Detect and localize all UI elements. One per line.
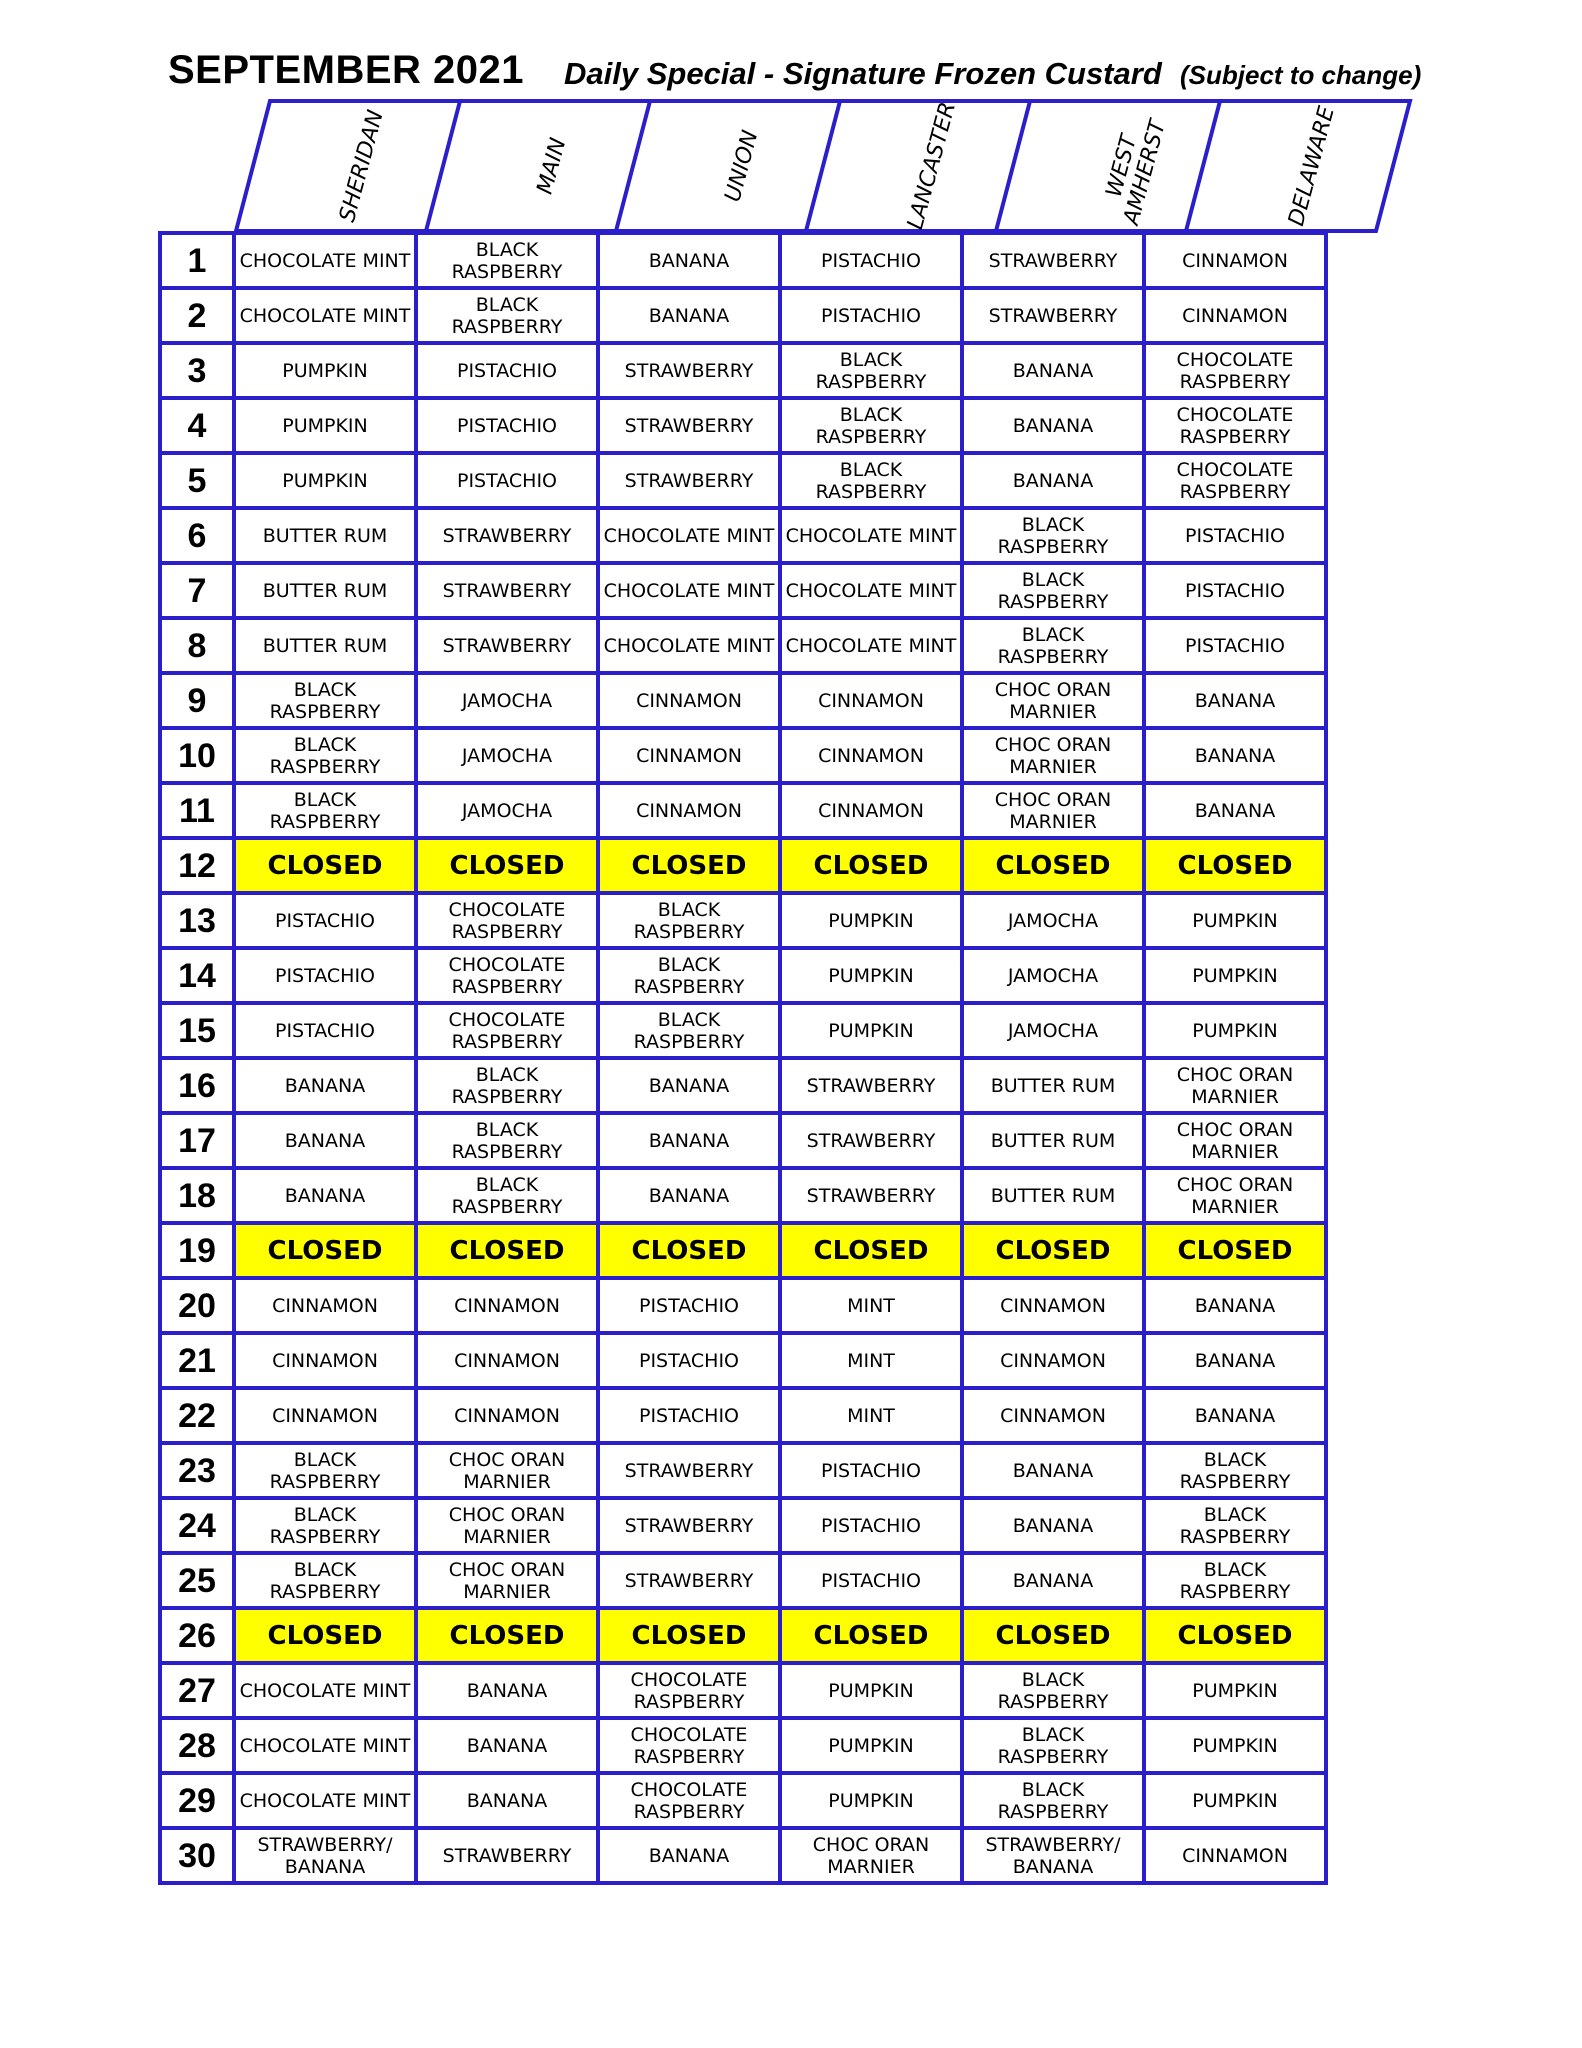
flavor-cell: MINT [780, 1278, 962, 1333]
flavor-cell: PISTACHIO [234, 1003, 416, 1058]
flavor-cell: BLACK RASPBERRY [234, 1498, 416, 1553]
table-row [160, 1113, 1326, 1168]
flavor-cell: BLACK RASPBERRY [598, 893, 780, 948]
flavor-cell: STRAWBERRY [416, 508, 598, 563]
flavor-cell: STRAWBERRY/ BANANA [962, 1828, 1144, 1883]
flavor-cell: CHOCOLATE MINT [598, 508, 780, 563]
flavor-cell: BUTTER RUM [234, 618, 416, 673]
table-row [160, 288, 1326, 343]
flavor-cell: BLACK RASPBERRY [962, 1773, 1144, 1828]
flavor-cell: BANANA [1144, 1388, 1326, 1443]
flavor-cell: CHOCOLATE MINT [780, 563, 962, 618]
table-row [160, 673, 1326, 728]
closed-cell: CLOSED [962, 838, 1144, 893]
flavor-cell: BANANA [598, 288, 780, 343]
flavor-cell: BANANA [416, 1663, 598, 1718]
flavor-cell: JAMOCHA [962, 1003, 1144, 1058]
day-number: 14 [160, 948, 234, 1003]
flavor-cell: CHOCOLATE RASPBERRY [1144, 398, 1326, 453]
flavor-cell: CHOCOLATE MINT [234, 1718, 416, 1773]
flavor-cell: CINNAMON [1144, 288, 1326, 343]
closed-cell: CLOSED [598, 1608, 780, 1663]
day-number: 3 [160, 343, 234, 398]
flavor-cell: BANANA [962, 453, 1144, 508]
table-row [160, 1663, 1326, 1718]
table-row [160, 1498, 1326, 1553]
table-row [160, 1223, 1326, 1278]
flavor-cell: CINNAMON [416, 1333, 598, 1388]
day-number: 26 [160, 1608, 234, 1663]
flavor-cell: PUMPKIN [234, 398, 416, 453]
closed-cell: CLOSED [1144, 1223, 1326, 1278]
flavor-cell: BUTTER RUM [962, 1113, 1144, 1168]
flavor-cell: CHOCOLATE RASPBERRY [1144, 343, 1326, 398]
flavor-cell: BLACK RASPBERRY [416, 233, 598, 288]
flavor-cell: BLACK RASPBERRY [962, 1663, 1144, 1718]
flavor-cell: BUTTER RUM [962, 1168, 1144, 1223]
flavor-cell: CHOC ORAN MARNIER [962, 673, 1144, 728]
day-number: 22 [160, 1388, 234, 1443]
flavor-cell: PISTACHIO [416, 453, 598, 508]
flavor-cell: CINNAMON [962, 1333, 1144, 1388]
flavor-cell: CHOCOLATE MINT [598, 618, 780, 673]
flavor-cell: CHOCOLATE RASPBERRY [598, 1718, 780, 1773]
flavor-cell: BLACK RASPBERRY [416, 1058, 598, 1113]
table-row [160, 1003, 1326, 1058]
day-number: 20 [160, 1278, 234, 1333]
flavor-cell: PUMPKIN [1144, 1773, 1326, 1828]
flavor-cell: PISTACHIO [780, 1498, 962, 1553]
flavor-cell: CINNAMON [598, 783, 780, 838]
table-row [160, 1608, 1326, 1663]
flavor-cell: CINNAMON [598, 728, 780, 783]
flavor-cell: STRAWBERRY [416, 563, 598, 618]
day-number: 21 [160, 1333, 234, 1388]
flavor-cell: PUMPKIN [234, 453, 416, 508]
flavor-cell: BLACK RASPBERRY [234, 728, 416, 783]
table-row [160, 783, 1326, 838]
day-number: 7 [160, 563, 234, 618]
flavor-cell: PUMPKIN [780, 948, 962, 1003]
day-number: 17 [160, 1113, 234, 1168]
flavor-cell: PUMPKIN [780, 1773, 962, 1828]
flavor-cell: PISTACHIO [234, 893, 416, 948]
flavor-cell: BANANA [598, 1168, 780, 1223]
flavor-cell: CHOC ORAN MARNIER [416, 1443, 598, 1498]
flavor-cell: BANANA [1144, 673, 1326, 728]
flavor-cell: PISTACHIO [780, 1553, 962, 1608]
flavor-cell: BLACK RASPBERRY [416, 288, 598, 343]
table-row [160, 233, 1326, 288]
day-number: 4 [160, 398, 234, 453]
flavor-cell: CHOCOLATE MINT [234, 1663, 416, 1718]
flavor-cell: STRAWBERRY [780, 1113, 962, 1168]
flavor-cell: STRAWBERRY [598, 343, 780, 398]
flavor-cell: PISTACHIO [416, 398, 598, 453]
flavor-cell: CHOCOLATE MINT [234, 233, 416, 288]
flavor-cell: BANANA [1144, 783, 1326, 838]
flavor-cell: PISTACHIO [1144, 508, 1326, 563]
flavor-cell: BLACK RASPBERRY [962, 618, 1144, 673]
table-row [160, 343, 1326, 398]
table-row [160, 563, 1326, 618]
flavor-cell: CINNAMON [416, 1388, 598, 1443]
flavor-cell: CHOCOLATE MINT [234, 288, 416, 343]
flavor-cell: PISTACHIO [598, 1333, 780, 1388]
schedule-table [158, 231, 1328, 1885]
flavor-cell: CINNAMON [234, 1278, 416, 1333]
flavor-cell: PISTACHIO [780, 233, 962, 288]
flavor-cell: PISTACHIO [780, 1443, 962, 1498]
flavor-cell: CHOCOLATE MINT [780, 618, 962, 673]
table-row [160, 618, 1326, 673]
flavor-cell: STRAWBERRY [416, 618, 598, 673]
column-header: DELAWARE [1283, 103, 1340, 229]
flavor-cell: BLACK RASPBERRY [962, 563, 1144, 618]
table-row [160, 838, 1326, 893]
flavor-cell: CHOC ORAN MARNIER [962, 783, 1144, 838]
flavor-cell: PUMPKIN [234, 343, 416, 398]
flavor-cell: STRAWBERRY [962, 233, 1144, 288]
table-row [160, 893, 1326, 948]
flavor-cell: BLACK RASPBERRY [962, 508, 1144, 563]
flavor-cell: JAMOCHA [416, 728, 598, 783]
closed-cell: CLOSED [234, 1608, 416, 1663]
day-number: 19 [160, 1223, 234, 1278]
flavor-cell: CHOC ORAN MARNIER [1144, 1168, 1326, 1223]
day-number: 9 [160, 673, 234, 728]
day-number: 1 [160, 233, 234, 288]
flavor-cell: STRAWBERRY [416, 1828, 598, 1883]
flavor-cell: BANANA [962, 1498, 1144, 1553]
day-number: 2 [160, 288, 234, 343]
flavor-cell: CHOCOLATE RASPBERRY [416, 893, 598, 948]
day-number: 12 [160, 838, 234, 893]
column-header: MAIN [532, 135, 572, 197]
flavor-cell: BLACK RASPBERRY [598, 948, 780, 1003]
flavor-cell: PUMPKIN [1144, 893, 1326, 948]
flavor-cell: JAMOCHA [962, 893, 1144, 948]
flavor-cell: PUMPKIN [1144, 1663, 1326, 1718]
flavor-cell: BANANA [416, 1718, 598, 1773]
closed-cell: CLOSED [234, 1223, 416, 1278]
day-number: 27 [160, 1663, 234, 1718]
flavor-cell: STRAWBERRY [598, 1443, 780, 1498]
flavor-cell: BANANA [962, 343, 1144, 398]
day-number: 16 [160, 1058, 234, 1113]
table-row [160, 1553, 1326, 1608]
flavor-cell: CHOC ORAN MARNIER [416, 1553, 598, 1608]
column-header: SHERIDAN [335, 107, 389, 225]
flavor-cell: CINNAMON [234, 1388, 416, 1443]
flavor-cell: BANANA [598, 1058, 780, 1113]
flavor-cell: BLACK RASPBERRY [416, 1168, 598, 1223]
flavor-cell: CINNAMON [962, 1278, 1144, 1333]
closed-cell: CLOSED [598, 838, 780, 893]
flavor-cell: CINNAMON [780, 783, 962, 838]
day-number: 10 [160, 728, 234, 783]
flavor-cell: PISTACHIO [1144, 618, 1326, 673]
day-number: 18 [160, 1168, 234, 1223]
page-title: SEPTEMBER 2021 [168, 48, 525, 92]
flavor-cell: MINT [780, 1333, 962, 1388]
column-header: LANCASTER [903, 99, 962, 233]
flavor-cell: PUMPKIN [780, 1003, 962, 1058]
flavor-cell: BLACK RASPBERRY [234, 1553, 416, 1608]
flavor-cell: CHOCOLATE MINT [780, 508, 962, 563]
day-number: 11 [160, 783, 234, 838]
flavor-cell: BLACK RASPBERRY [780, 453, 962, 508]
day-number: 8 [160, 618, 234, 673]
closed-cell: CLOSED [780, 1608, 962, 1663]
table-row [160, 1718, 1326, 1773]
flavor-cell: CHOCOLATE RASPBERRY [1144, 453, 1326, 508]
flavor-cell: CHOCOLATE MINT [234, 1773, 416, 1828]
table-row [160, 1278, 1326, 1333]
flavor-cell: PISTACHIO [598, 1278, 780, 1333]
flavor-cell: BLACK RASPBERRY [780, 343, 962, 398]
flavor-cell: BLACK RASPBERRY [1144, 1553, 1326, 1608]
table-row [160, 1828, 1326, 1883]
closed-cell: CLOSED [416, 838, 598, 893]
flavor-cell: BANANA [1144, 1333, 1326, 1388]
flavor-cell: PISTACHIO [780, 288, 962, 343]
flavor-cell: PUMPKIN [1144, 1718, 1326, 1773]
closed-cell: CLOSED [1144, 1608, 1326, 1663]
closed-cell: CLOSED [1144, 838, 1326, 893]
flavor-cell: CINNAMON [598, 673, 780, 728]
flavor-cell: STRAWBERRY [780, 1058, 962, 1113]
flavor-cell: BLACK RASPBERRY [234, 783, 416, 838]
column-header-frame [0, 0, 1582, 240]
page-note: (Subject to change) [1180, 60, 1422, 90]
flavor-cell: BLACK RASPBERRY [416, 1113, 598, 1168]
flavor-cell: BANANA [234, 1168, 416, 1223]
flavor-cell: JAMOCHA [416, 783, 598, 838]
flavor-cell: BANANA [962, 398, 1144, 453]
day-number: 6 [160, 508, 234, 563]
flavor-cell: BLACK RASPBERRY [234, 1443, 416, 1498]
flavor-cell: CHOC ORAN MARNIER [1144, 1113, 1326, 1168]
table-row [160, 1058, 1326, 1113]
flavor-cell: BLACK RASPBERRY [1144, 1443, 1326, 1498]
day-number: 25 [160, 1553, 234, 1608]
flavor-cell: JAMOCHA [416, 673, 598, 728]
flavor-cell: PUMPKIN [780, 893, 962, 948]
flavor-cell: PISTACHIO [598, 1388, 780, 1443]
table-row [160, 1168, 1326, 1223]
day-number: 5 [160, 453, 234, 508]
day-number: 13 [160, 893, 234, 948]
flavor-cell: BANANA [1144, 728, 1326, 783]
flavor-cell: CINNAMON [1144, 233, 1326, 288]
table-row [160, 1388, 1326, 1443]
day-number: 28 [160, 1718, 234, 1773]
flavor-cell: BUTTER RUM [962, 1058, 1144, 1113]
day-number: 15 [160, 1003, 234, 1058]
flavor-cell: STRAWBERRY [962, 288, 1144, 343]
flavor-cell: CHOCOLATE RASPBERRY [598, 1773, 780, 1828]
closed-cell: CLOSED [234, 838, 416, 893]
flavor-cell: BLACK RASPBERRY [780, 398, 962, 453]
flavor-cell: BANANA [962, 1443, 1144, 1498]
closed-cell: CLOSED [962, 1223, 1144, 1278]
flavor-cell: CHOC ORAN MARNIER [962, 728, 1144, 783]
flavor-cell: BUTTER RUM [234, 508, 416, 563]
flavor-cell: PUMPKIN [780, 1663, 962, 1718]
table-row [160, 1443, 1326, 1498]
table-row [160, 398, 1326, 453]
table-row [160, 728, 1326, 783]
closed-cell: CLOSED [962, 1608, 1144, 1663]
column-header: WEST AMHERST [1101, 117, 1172, 228]
closed-cell: CLOSED [780, 838, 962, 893]
flavor-cell: CHOC ORAN MARNIER [1144, 1058, 1326, 1113]
flavor-cell: PUMPKIN [780, 1718, 962, 1773]
flavor-cell: CHOCOLATE RASPBERRY [416, 1003, 598, 1058]
flavor-cell: BLACK RASPBERRY [962, 1718, 1144, 1773]
flavor-cell: PISTACHIO [234, 948, 416, 1003]
flavor-cell: BANANA [234, 1113, 416, 1168]
flavor-cell: PUMPKIN [1144, 1003, 1326, 1058]
flavor-cell: PISTACHIO [1144, 563, 1326, 618]
flavor-cell: STRAWBERRY [598, 453, 780, 508]
flavor-cell: CINNAMON [416, 1278, 598, 1333]
flavor-cell: BUTTER RUM [234, 563, 416, 618]
flavor-cell: CINNAMON [1144, 1828, 1326, 1883]
flavor-cell: BLACK RASPBERRY [234, 673, 416, 728]
flavor-cell: CHOCOLATE RASPBERRY [416, 948, 598, 1003]
table-row [160, 1333, 1326, 1388]
flavor-cell: BANANA [1144, 1278, 1326, 1333]
flavor-cell: CINNAMON [780, 728, 962, 783]
column-header: UNION [720, 127, 764, 205]
flavor-cell: PUMPKIN [1144, 948, 1326, 1003]
flavor-cell: PISTACHIO [416, 343, 598, 398]
flavor-cell: STRAWBERRY [780, 1168, 962, 1223]
flavor-cell: BLACK RASPBERRY [598, 1003, 780, 1058]
flavor-cell: BANANA [598, 1828, 780, 1883]
page-subtitle: Daily Special - Signature Frozen Custard [564, 56, 1162, 91]
flavor-cell: MINT [780, 1388, 962, 1443]
day-number: 29 [160, 1773, 234, 1828]
flavor-cell: CHOCOLATE RASPBERRY [598, 1663, 780, 1718]
table-row [160, 508, 1326, 563]
flavor-cell: STRAWBERRY [598, 1553, 780, 1608]
flavor-cell: CINNAMON [780, 673, 962, 728]
flavor-cell: CINNAMON [962, 1388, 1144, 1443]
flavor-cell: CHOC ORAN MARNIER [416, 1498, 598, 1553]
table-row [160, 1773, 1326, 1828]
closed-cell: CLOSED [416, 1608, 598, 1663]
flavor-cell: BLACK RASPBERRY [1144, 1498, 1326, 1553]
flavor-cell: JAMOCHA [962, 948, 1144, 1003]
day-number: 24 [160, 1498, 234, 1553]
flavor-cell: BANANA [598, 1113, 780, 1168]
flavor-cell: CINNAMON [234, 1333, 416, 1388]
day-number: 30 [160, 1828, 234, 1883]
flavor-cell: CHOCOLATE MINT [598, 563, 780, 618]
table-row [160, 453, 1326, 508]
flavor-cell: BANANA [962, 1553, 1144, 1608]
flavor-cell: STRAWBERRY/ BANANA [234, 1828, 416, 1883]
flavor-cell: CHOC ORAN MARNIER [780, 1828, 962, 1883]
flavor-cell: BANANA [416, 1773, 598, 1828]
flavor-cell: STRAWBERRY [598, 398, 780, 453]
flavor-cell: STRAWBERRY [598, 1498, 780, 1553]
closed-cell: CLOSED [416, 1223, 598, 1278]
closed-cell: CLOSED [598, 1223, 780, 1278]
table-row [160, 948, 1326, 1003]
closed-cell: CLOSED [780, 1223, 962, 1278]
flavor-cell: BANANA [598, 233, 780, 288]
flavor-cell: BANANA [234, 1058, 416, 1113]
day-number: 23 [160, 1443, 234, 1498]
